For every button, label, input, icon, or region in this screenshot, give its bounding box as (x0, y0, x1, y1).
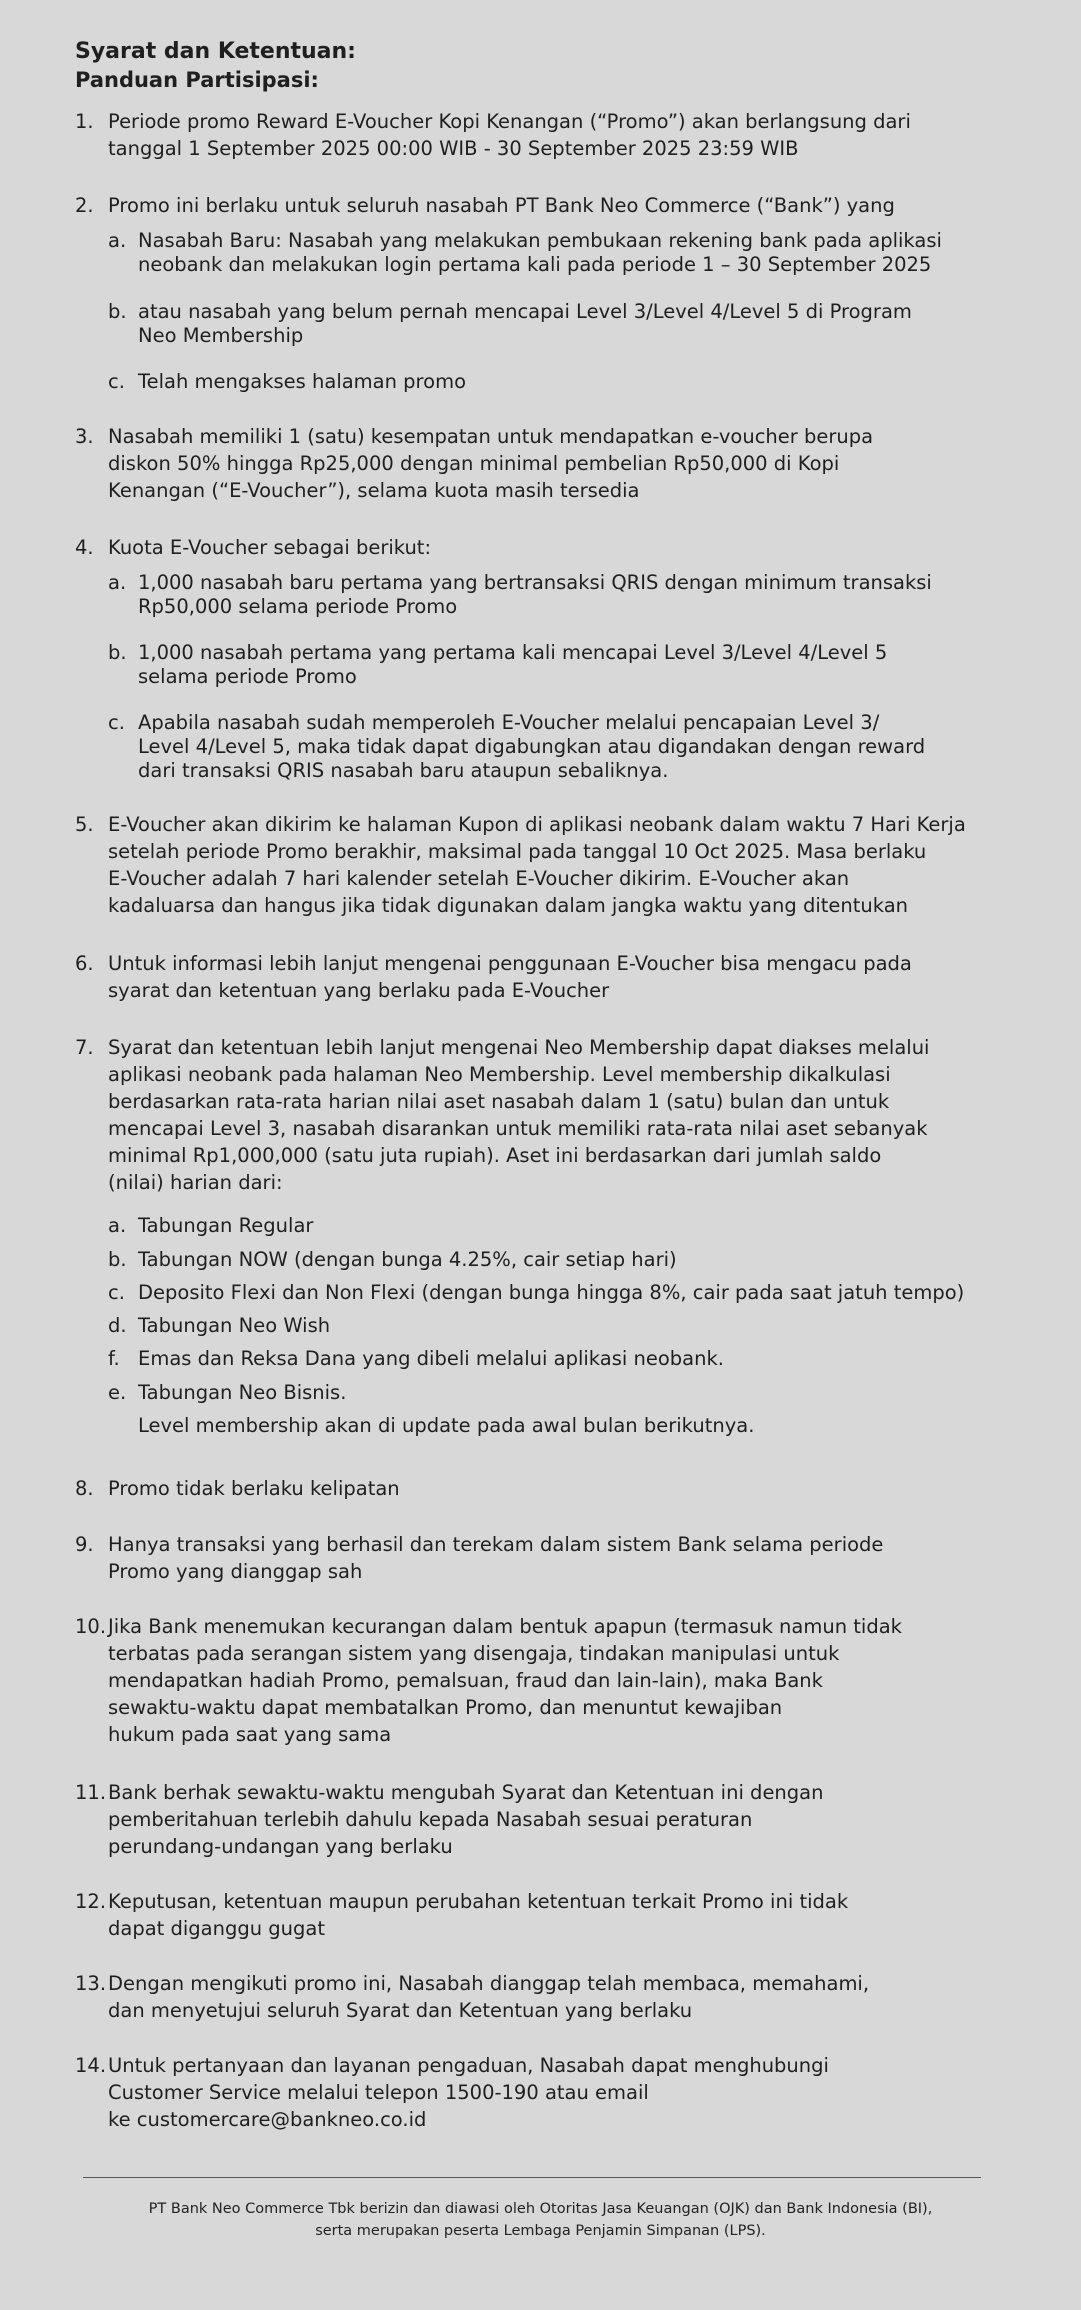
item-number: 8. (75, 1477, 94, 1500)
item-text: Promo tidak berlaku kelipatan (108, 1477, 400, 1500)
sub-item-7e (108, 1381, 988, 1405)
sub-item-letter: c. (108, 1281, 125, 1304)
item-number: 2. (75, 194, 94, 217)
terms-item-14 (75, 2052, 975, 2133)
terms-item-4 (75, 534, 975, 561)
terms-item-11 (75, 1779, 975, 1860)
item-text: Syarat dan ketentuan lebih lanjut mengenai Neo Membership dapat diakses melalui aplikasi neobank pada halaman Neo Membership. Level membership dikalkulasi berdasarkan rata-rata harian nilai aset nasabah dalam 1 (satu) bulan dan untuk mencapai Level 3, nasabah disarankan untuk memiliki rata-rata nilai aset sebanyak minimal Rp1,000,000 (satu juta rupiah). Aset ini berdasarkan dari jumlah saldo (nilai) harian dari: (108, 1036, 930, 1194)
item-number: 4. (75, 536, 94, 559)
item-number: 14. (75, 2054, 107, 2077)
sub-item-4a (108, 571, 988, 619)
footer-divider (83, 2177, 981, 2178)
sub-item-letter: b. (108, 1248, 127, 1271)
item-number: 12. (75, 1890, 107, 1913)
terms-item-3 (75, 423, 975, 504)
sub-item-text: atau nasabah yang belum pernah mencapai Level 3/Level 4/Level 5 di Program Neo Membership (138, 300, 912, 347)
sub-item-7c (108, 1281, 988, 1305)
item-text: Promo ini berlaku untuk seluruh nasabah PT Bank Neo Commerce (“Bank”) yang (108, 194, 895, 217)
item-text: Jika Bank menemukan kecurangan dalam bentuk apapun (termasuk namun tidak terbatas pada serangan sistem yang disengaja, tindakan manipulasi untuk mendapatkan hadiah Promo, pemalsuan, fraud dan lain-lain), maka Bank sewaktu-waktu dapat membatalkan Promo, dan menuntut kewajiban hukum pada saat yang sama (108, 1615, 902, 1746)
item-text: Periode promo Reward E-Voucher Kopi Kenangan (“Promo”) akan berlangsung dari tanggal 1 September 2025 00:00 WIB - 30 September 2025 23:59 WIB (108, 110, 911, 160)
item-number: 6. (75, 952, 94, 975)
sub-item-text: Tabungan Neo Bisnis. (138, 1381, 347, 1404)
terms-item-6 (75, 950, 975, 1004)
terms-item-5 (75, 811, 975, 919)
sub-item-text: Deposito Flexi dan Non Flexi (dengan bunga hingga 8%, cair pada saat jatuh tempo) (138, 1281, 965, 1304)
page-title: Syarat dan Ketentuan: (75, 39, 356, 64)
item-text: Dengan mengikuti promo ini, Nasabah dianggap telah membaca, memahami, dan menyetujui seluruh Syarat dan Ketentuan yang berlaku (108, 1972, 870, 2022)
item-text: Nasabah memiliki 1 (satu) kesempatan untuk mendapatkan e-voucher berupa diskon 50% hingga Rp25,000 dengan minimal pembelian Rp50,000 di Kopi Kenangan (“E-Voucher”), selama kuota masih tersedia (108, 425, 874, 502)
sub-item-7b (108, 1248, 988, 1272)
item-number: 3. (75, 425, 94, 448)
sub-item-letter: e. (108, 1381, 127, 1404)
sub-item-7d (108, 1314, 988, 1338)
sub-item-letter: b. (108, 300, 127, 323)
sub-item-text: 1,000 nasabah pertama yang pertama kali mencapai Level 3/Level 4/Level 5 selama periode Promo (138, 641, 888, 688)
item-text: Untuk pertanyaan dan layanan pengaduan, Nasabah dapat menghubungi Customer Service melalui telepon 1500-190 atau email ke customercare@bankneo.co.id (108, 2054, 829, 2131)
terms-item-2 (75, 192, 975, 219)
terms-item-7 (75, 1034, 975, 1196)
sub-item-letter: d. (108, 1314, 127, 1337)
sub-item-text: Tabungan Regular (138, 1214, 314, 1237)
item-text: Kuota E-Voucher sebagai berikut: (108, 536, 432, 559)
sub-item-7f (108, 1347, 988, 1371)
sub-item-text: Telah mengakses halaman promo (138, 370, 467, 393)
terms-item-13 (75, 1970, 975, 2024)
terms-item-1 (75, 108, 975, 162)
sub-item-2b (108, 300, 988, 348)
regulatory-footer: PT Bank Neo Commerce Tbk berizin dan diawasi oleh Otoritas Jasa Keuangan (OJK) dan Bank Indonesia (BI), serta merupakan peserta Lembaga Penjamin Simpanan (LPS). (148, 2201, 933, 2239)
terms-item-10 (75, 1613, 975, 1748)
item-number: 1. (75, 110, 94, 133)
terms-item-9 (75, 1531, 975, 1585)
sub-item-text: Tabungan Neo Wish (138, 1314, 331, 1337)
item-number: 5. (75, 813, 94, 836)
terms-item-8 (75, 1475, 975, 1502)
sub-item-text: Tabungan NOW (dengan bunga 4.25%, cair setiap hari) (138, 1248, 677, 1271)
sub-item-text: Apabila nasabah sudah memperoleh E-Voucher melalui pencapaian Level 3/ Level 4/Level 5, maka tidak dapat digabungkan atau digandakan dengan reward dari transaksi QRIS nasabah baru ataupun sebaliknya. (138, 711, 926, 782)
membership-update-note: Level membership akan di update pada awal bulan berikutnya. (138, 1414, 755, 1437)
item-text: Hanya transaksi yang berhasil dan terekam dalam sistem Bank selama periode Promo yang dianggap sah (108, 1533, 884, 1583)
sub-item-text: Emas dan Reksa Dana yang dibeli melalui aplikasi neobank. (138, 1347, 724, 1370)
sub-item-text: Nasabah Baru: Nasabah yang melakukan pembukaan rekening bank pada aplikasi neobank dan melakukan login pertama kali pada periode 1 – 30 September 2025 (138, 229, 942, 276)
sub-item-letter: c. (108, 711, 125, 734)
sub-item-letter: f. (108, 1347, 120, 1370)
item-text: Bank berhak sewaktu-waktu mengubah Syarat dan Ketentuan ini dengan pemberitahuan terlebih dahulu kepada Nasabah sesuai peraturan perundang-undangan yang berlaku (108, 1781, 824, 1858)
sub-item-letter: a. (108, 571, 127, 594)
terms-item-12 (75, 1888, 975, 1942)
sub-item-4b (108, 641, 988, 689)
sub-item-letter: a. (108, 229, 127, 252)
item-number: 9. (75, 1533, 94, 1556)
page-subtitle: Panduan Partisipasi: (75, 68, 319, 92)
sub-item-7a (108, 1214, 988, 1238)
item-number: 11. (75, 1781, 107, 1804)
item-number: 7. (75, 1036, 94, 1059)
sub-item-2a (108, 229, 988, 277)
sub-item-letter: c. (108, 370, 125, 393)
item-text: Keputusan, ketentuan maupun perubahan ketentuan terkait Promo ini tidak dapat diganggu gugat (108, 1890, 849, 1940)
sub-item-4c (108, 711, 988, 783)
sub-item-2c (108, 370, 988, 394)
item-text: Untuk informasi lebih lanjut mengenai penggunaan E-Voucher bisa mengacu pada syarat dan ketentuan yang berlaku pada E-Voucher (108, 952, 912, 1002)
item-number: 13. (75, 1972, 107, 1995)
sub-item-text: 1,000 nasabah baru pertama yang bertransaksi QRIS dengan minimum transaksi Rp50,000 selama periode Promo (138, 571, 932, 618)
sub-item-letter: b. (108, 641, 127, 664)
sub-item-letter: a. (108, 1214, 127, 1237)
item-text: E-Voucher akan dikirim ke halaman Kupon di aplikasi neobank dalam waktu 7 Hari Kerja setelah periode Promo berakhir, maksimal pada tanggal 10 Oct 2025. Masa berlaku E-Voucher adalah 7 hari kalender setelah E-Voucher dikirim. E-Voucher akan kadaluarsa dan hangus jika tidak digunakan dalam jangka waktu yang ditentukan (108, 813, 966, 917)
item-number: 10. (75, 1615, 107, 1638)
